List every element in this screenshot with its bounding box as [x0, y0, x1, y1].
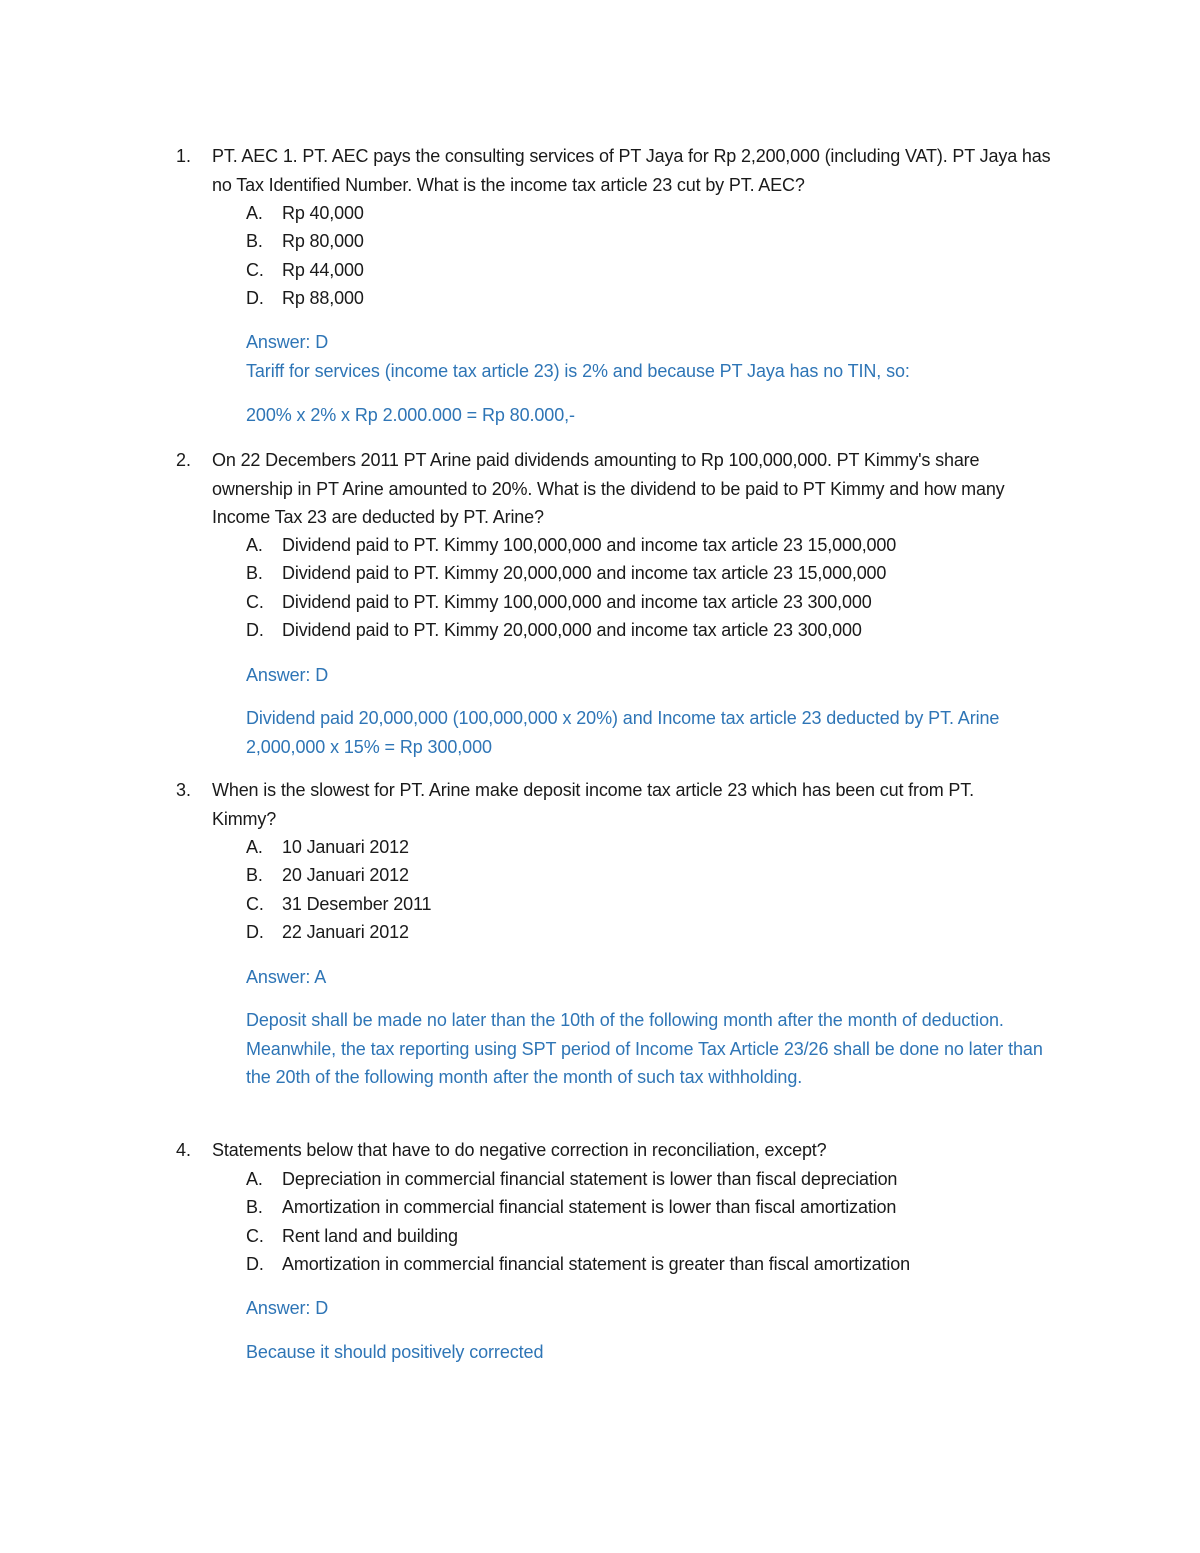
question-text: When is the slowest for PT. Arine make deposit income tax article 23 which has been cut from PT. Kimmy? [212, 780, 974, 829]
answer-label: Answer: D [246, 1298, 329, 1318]
answer-explanation: Dividend paid 20,000,000 (100,000,000 x 20%) and Income tax article 23 deducted by PT. Arine 2,000,000 x 15% = Rp 300,000 [246, 708, 1000, 757]
answer-explanation: Deposit shall be made no later than the 10th of the following month after the month of deduction. Meanwhile, the tax reporting using SPT period of Income Tax Article 23/26 shall be done no later than the 20th of the following month after the month of such tax withholding. [246, 1010, 1043, 1087]
option-d: D. Dividend paid to PT. Kimmy 20,000,000 and income tax article 23 300,000 [246, 619, 862, 640]
question-number: 2. [176, 450, 192, 470]
option-c: C. Rent land and building [246, 1225, 458, 1246]
option-d: D. Rp 88,000 [246, 287, 364, 308]
question-text: PT. AEC 1. PT. AEC pays the consulting services of PT Jaya for Rp 2,200,000 (including VAT). PT Jaya has no Tax Identified Number. What is the income tax article 23 cut by PT. AEC? [212, 146, 1051, 195]
answer-explanation: Because it should positively corrected [246, 1342, 544, 1362]
option-b: B. Dividend paid to PT. Kimmy 20,000,000 and income tax article 23 15,000,000 [246, 563, 887, 584]
option-d: D. Amortization in commercial financial statement is greater than fiscal amortization [246, 1253, 910, 1274]
option-d: D. 22 Januari 2012 [246, 921, 409, 942]
option-c: C. 31 Desember 2011 [246, 893, 432, 914]
question-number: 1. [176, 146, 192, 166]
option-list [246, 833, 431, 946]
option-b: B. Rp 80,000 [246, 231, 364, 252]
answer-label: Answer: D [246, 665, 329, 685]
answer-label: Answer: D [246, 332, 329, 352]
option-list [246, 1165, 910, 1278]
option-a: A. 10 Januari 2012 [246, 837, 409, 857]
question-text: On 22 Decembers 2011 PT Arine paid dividends amounting to Rp 100,000,000. PT Kimmy's share ownership in PT Arine amounted to 20%. What is the dividend to be paid to PT Kimmy and how many Income Tax 23 are deducted by PT. Arine? [212, 450, 1005, 527]
option-list [246, 531, 896, 644]
option-a: A. Rp 40,000 [246, 203, 364, 223]
option-a: A. Dividend paid to PT. Kimmy 100,000,000 and income tax article 23 15,000,000 [246, 535, 897, 555]
answer-explanation: Tariff for services (income tax article 23) is 2% and because PT Jaya has no TIN, so: [246, 361, 910, 381]
answer-explanation: 200% x 2% x Rp 2.000.000 = Rp 80.000,- [246, 405, 575, 425]
question-number: 4. [176, 1140, 192, 1160]
option-c: C. Dividend paid to PT. Kimmy 100,000,000 and income tax article 23 300,000 [246, 591, 872, 612]
option-b: B. 20 Januari 2012 [246, 865, 409, 886]
option-c: C. Rp 44,000 [246, 259, 364, 280]
option-b: B. Amortization in commercial financial statement is lower than fiscal amortization [246, 1197, 897, 1218]
question-number: 3. [176, 780, 192, 800]
option-a: A. Depreciation in commercial financial statement is lower than fiscal depreciation [246, 1169, 898, 1189]
answer-label: Answer: A [246, 967, 327, 987]
question-text: Statements below that have to do negative correction in reconciliation, except? [212, 1140, 827, 1160]
option-list [246, 199, 364, 312]
